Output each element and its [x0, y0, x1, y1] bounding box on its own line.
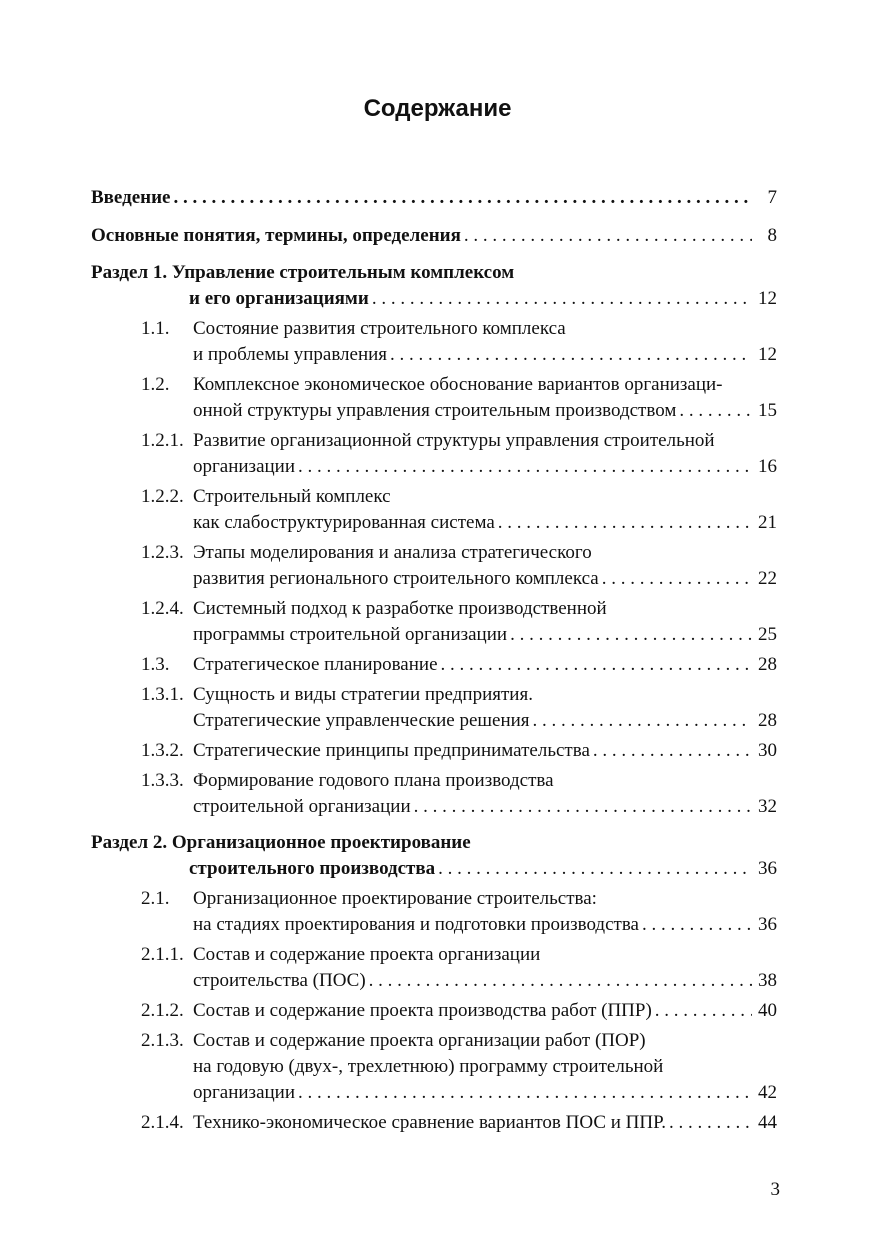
- dot-leader: [464, 222, 752, 250]
- toc-entry-title: развития регионального строительного комплекса: [193, 568, 599, 589]
- toc-page-number: 25: [758, 624, 777, 645]
- toc-page-number: 40: [758, 1000, 777, 1021]
- toc-entry-title[interactable]: Организационное проектирование строительства:: [193, 888, 597, 909]
- toc-entry-title: Стратегическое планирование: [193, 654, 438, 675]
- toc-entry-title[interactable]: Системный подход к разработке производственной: [193, 598, 607, 619]
- dot-leader: [369, 967, 752, 995]
- toc-page-number: 44: [758, 1112, 777, 1133]
- dot-leader: [602, 565, 752, 593]
- toc-entry-number: 1.3.: [141, 654, 170, 675]
- dot-leader: [655, 997, 752, 1025]
- toc-entry-1-3-1[interactable]: [193, 707, 777, 735]
- toc-entry-2-1-2[interactable]: [193, 997, 777, 1025]
- dot-leader: [669, 1109, 752, 1137]
- toc-entry-number: 1.2.3.: [141, 542, 184, 563]
- toc-entry-number: 1.3.1.: [141, 684, 184, 705]
- toc-entry-number: 1.2.1.: [141, 430, 184, 451]
- dot-leader: [298, 1079, 752, 1107]
- toc-entry-title[interactable]: Строительный комплекс: [193, 486, 391, 507]
- dot-leader: [593, 737, 752, 765]
- toc-part-1-title[interactable]: Раздел 1. Управление строительным комплексом: [91, 262, 515, 283]
- toc-entry-part-2[interactable]: [189, 855, 777, 883]
- toc-entry-1-2-3[interactable]: [193, 565, 777, 593]
- toc-entry-title: онной структуры управления строительным производством: [193, 400, 677, 421]
- toc-page-number: 36: [758, 858, 777, 879]
- toc-entry-number: 2.1.2.: [141, 1000, 184, 1021]
- toc-entry-title: и его организациями: [189, 288, 369, 309]
- toc-entry-part-1[interactable]: [189, 285, 777, 313]
- toc-page-number: 28: [758, 710, 777, 731]
- toc-page-number: 8: [767, 225, 777, 246]
- dot-leader: [510, 621, 752, 649]
- dot-leader: [390, 341, 752, 369]
- toc-entry-title: строительства (ПОС): [193, 970, 366, 991]
- toc-entry-number: 1.1.: [141, 318, 170, 339]
- toc-entry-number: 1.2.: [141, 374, 170, 395]
- toc-entry-title: Основные понятия, термины, определения: [91, 225, 461, 246]
- toc-entry-1-2[interactable]: [193, 397, 777, 425]
- toc-entry-title[interactable]: Состав и содержание проекта организации работ (ПОР): [193, 1030, 646, 1051]
- toc-entry-1-3-2[interactable]: [193, 737, 777, 765]
- toc-page-number: 12: [758, 288, 777, 309]
- dot-leader: [498, 509, 752, 537]
- dot-leader: [414, 793, 752, 821]
- toc-entry-title[interactable]: Состояние развития строительного комплекса: [193, 318, 566, 339]
- dot-leader: [441, 651, 752, 679]
- toc-entry-basics[interactable]: [91, 222, 777, 250]
- page-number: 3: [770, 1179, 780, 1200]
- toc-entry-2-1-3[interactable]: [193, 1079, 777, 1107]
- toc-entry-title: как слабоструктурированная система: [193, 512, 495, 533]
- toc-entry-2-1[interactable]: [193, 911, 777, 939]
- toc-entry-title[interactable]: Сущность и виды стратегии предприятия.: [193, 684, 533, 705]
- toc-entry-title: и проблемы управления: [193, 344, 388, 365]
- toc-entry-title: строительной организации: [193, 796, 411, 817]
- toc-entry-title: Стратегические управленческие решения: [193, 710, 530, 731]
- toc-page-number: 28: [758, 654, 777, 675]
- toc-page-number: 38: [758, 970, 777, 991]
- toc-entry-number: 2.1.4.: [141, 1112, 184, 1133]
- dot-leader: [679, 397, 752, 425]
- toc-page-number: 16: [758, 456, 777, 477]
- page-title: Содержание: [363, 95, 512, 122]
- toc-entry-intro[interactable]: [91, 184, 777, 212]
- toc-entry-number: 2.1.: [141, 888, 170, 909]
- dot-leader: [174, 184, 753, 212]
- toc-entry-title[interactable]: на годовую (двух-, трехлетнюю) программу строительной: [193, 1056, 664, 1077]
- toc-page-number: 30: [758, 740, 777, 761]
- toc-page-number: 15: [758, 400, 777, 421]
- toc-entry-number: 1.2.4.: [141, 598, 184, 619]
- toc-entry-title: организации: [193, 1082, 296, 1103]
- toc-part-2-title[interactable]: Раздел 2. Организационное проектирование: [91, 832, 471, 853]
- dot-leader: [438, 855, 752, 883]
- toc-entry-title[interactable]: Состав и содержание проекта организации: [193, 944, 541, 965]
- toc-entry-number: 2.1.3.: [141, 1030, 184, 1051]
- toc-entry-title[interactable]: Комплексное экономическое обоснование вариантов организаци-: [193, 374, 723, 395]
- toc-page-number: 22: [758, 568, 777, 589]
- toc-entry-number: 1.3.2.: [141, 740, 184, 761]
- toc-page-number: 42: [758, 1082, 777, 1103]
- toc-entry-title[interactable]: Развитие организационной структуры управления строительной: [193, 430, 715, 451]
- toc-entry-title[interactable]: Формирование годового плана производства: [193, 770, 554, 791]
- toc-entry-1-1[interactable]: [193, 341, 777, 369]
- toc-entry-2-1-4[interactable]: [193, 1109, 777, 1137]
- toc-entry-number: 1.2.2.: [141, 486, 184, 507]
- toc-entry-1-2-2[interactable]: [193, 509, 777, 537]
- toc-entry-title: Состав и содержание проекта производства работ (ППР): [193, 1000, 652, 1021]
- toc-entry-1-2-1[interactable]: [193, 453, 777, 481]
- toc-entry-number: 1.3.3.: [141, 770, 184, 791]
- dot-leader: [298, 453, 752, 481]
- toc-entry-1-3[interactable]: [193, 651, 777, 679]
- toc-entry-title: программы строительной организации: [193, 624, 508, 645]
- toc-page-number: 32: [758, 796, 777, 817]
- toc-page-number: 12: [758, 344, 777, 365]
- dot-leader: [372, 285, 752, 313]
- toc-entry-title: Введение: [91, 187, 171, 208]
- toc-entry-2-1-1[interactable]: [193, 967, 777, 995]
- toc-entry-1-3-3[interactable]: [193, 793, 777, 821]
- toc-page-number: 7: [767, 187, 777, 208]
- toc-entry-1-2-4[interactable]: [193, 621, 777, 649]
- toc-entry-number: 2.1.1.: [141, 944, 184, 965]
- toc-entry-title: строительного производства: [189, 858, 436, 879]
- toc-page-number: 36: [758, 914, 777, 935]
- toc-entry-title: на стадиях проектирования и подготовки производства: [193, 914, 639, 935]
- toc-page-number: 21: [758, 512, 777, 533]
- dot-leader: [642, 911, 752, 939]
- toc-entry-title: организации: [193, 456, 296, 477]
- toc-entry-title: Технико-экономическое сравнение вариантов ПОС и ППР.: [193, 1112, 667, 1133]
- toc-entry-title[interactable]: Этапы моделирования и анализа стратегического: [193, 542, 592, 563]
- toc-entry-title: Стратегические принципы предпринимательства: [193, 740, 590, 761]
- dot-leader: [533, 707, 752, 735]
